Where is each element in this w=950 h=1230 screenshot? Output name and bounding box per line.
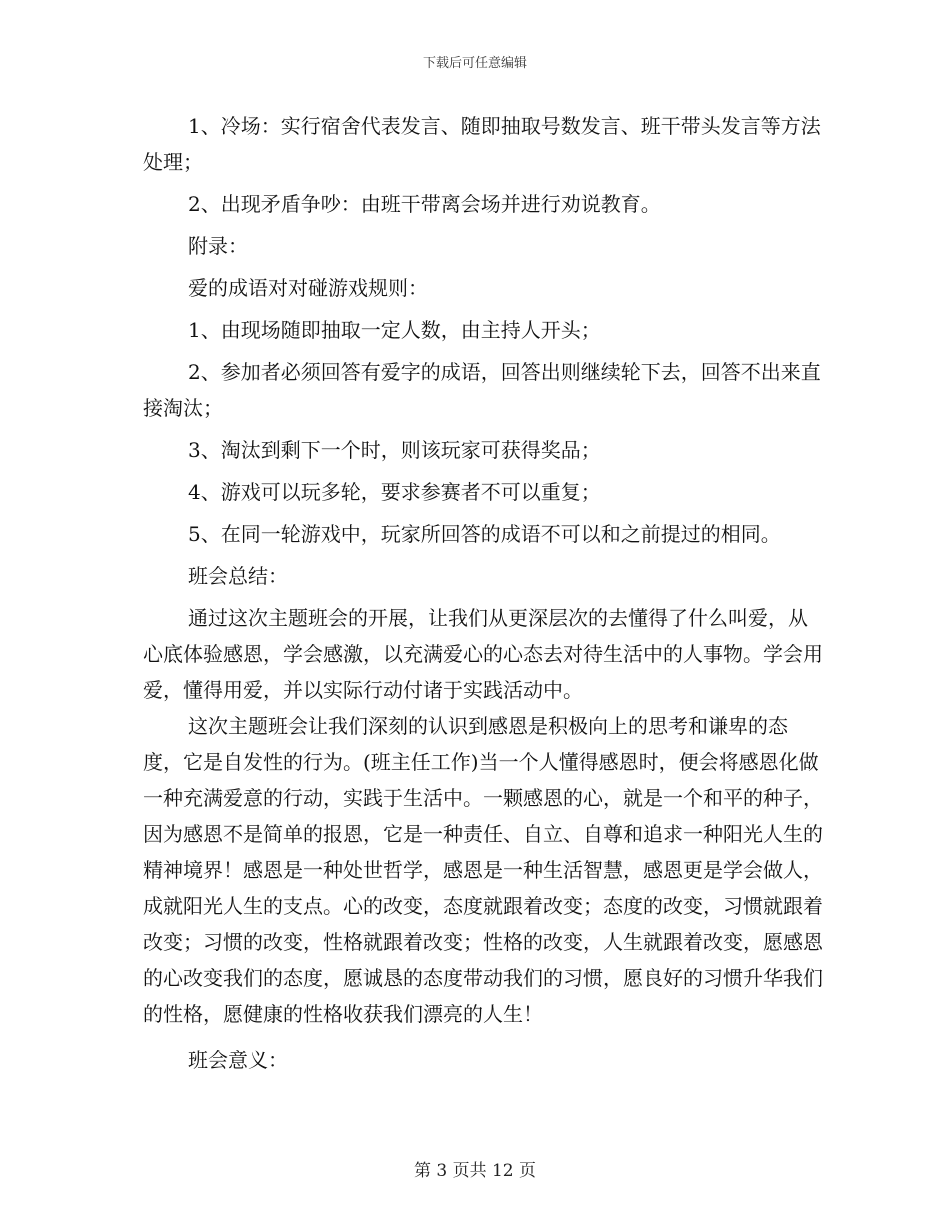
paragraph-rule-3: 3、淘汰到剩下一个时，则该玩家可获得奖品； [188,438,601,462]
paragraph-summary-2: 这次主题班会让我们深刻的认识到感恩是积极向上的思考和谦卑的态度，它是自发性的行为。(班主任工作)当一个人懂得感恩时，便会将感恩化做一种充满爱意的行动，实践于生活中。一颗感恩的心，就是一个和平的种子，因为感恩不是简单的报恩，它是一种责任、自立、自尊和追求一种阳光人生的精神境界！感恩是一种处世哲学，感恩是一种生活智慧，感恩更是学会做人，成就阳光人生的支点。心的改变，态度就跟着改变；态度的改变，习惯就跟着改变；习惯的改变，性格就跟着改变；性格的改变，人生就跟着改变，愿感恩的心改变我们的态度，愿诚恳的态度带动我们的习惯，愿良好的习惯升华我们的性格，愿健康的性格收获我们漂亮的人生！ [143,714,823,1026]
paragraph-summary-title: 班会总结： [188,564,288,588]
paragraph-summary-1: 通过这次主题班会的开展，让我们从更深层次的去懂得了什么叫爱，从心底体验感恩，学会感激，以充满爱心的心态去对待生活中的人事物。学会用爱，懂得用爱，并以实际行动付诸于实践活动中。 [143,606,823,702]
paragraph-game-rules-title: 爱的成语对对碰游戏规则： [188,276,428,300]
paragraph-meaning-title: 班会意义： [188,1048,288,1072]
paragraph-rule-4: 4、游戏可以玩多轮，要求参赛者不可以重复； [188,480,601,504]
page-header: 下载后可任意编辑 [422,56,527,71]
page-footer: 第 3 页共 12 页 [413,1161,537,1181]
paragraph-conflict: 2、出现矛盾争吵：由班干带离会场并进行劝说教育。 [188,192,661,216]
paragraph-rule-2: 2、参加者必须回答有爱字的成语，回答出则继续轮下去，回答不出来直接淘汰； [143,360,821,420]
paragraph-appendix: 附录： [188,234,248,258]
paragraph-rule-1: 1、由现场随即抽取一定人数，由主持人开头； [188,318,601,342]
paragraph-rule-5: 5、在同一轮游戏中，玩家所回答的成语不可以和之前提过的相同。 [188,522,781,546]
paragraph-cold-scene: 1、冷场：实行宿舍代表发言、随即抽取号数发言、班干带头发言等方法处理； [143,114,821,174]
document-body [143,108,823,1084]
